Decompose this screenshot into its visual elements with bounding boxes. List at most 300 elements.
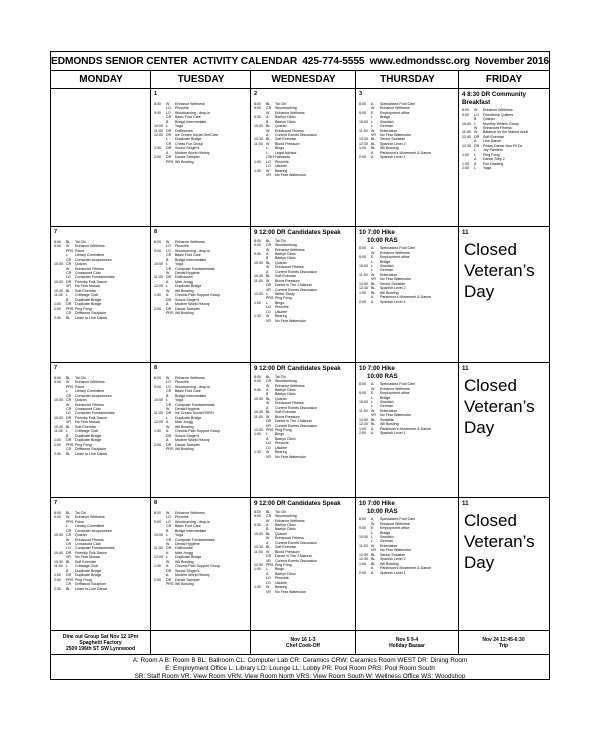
activity-name: Woodcarving - drop-in	[175, 110, 211, 115]
cell-date: 10:00 RAS	[367, 372, 398, 380]
activity-name: Wii Bowling	[380, 290, 399, 295]
activity-room: BL	[371, 422, 376, 427]
activity-room: BL	[371, 137, 376, 142]
activity-name: Enhance Wellness	[175, 239, 205, 244]
calendar-sheet	[50, 51, 550, 680]
activity-time: 9:00	[359, 255, 366, 260]
closed-notice: Closed Veteran’s Day	[464, 240, 535, 302]
activity-name: Current Events Discussion	[275, 287, 318, 292]
activity-name: Ping Pong	[275, 428, 292, 433]
activity-name: Enhanced Fitness	[75, 402, 104, 407]
activity-time: 2:30	[54, 586, 61, 591]
activity-time: 10:00	[254, 531, 263, 536]
activity-name: No Fear Watercolor	[275, 454, 307, 459]
activity-name: Friendship Quilters	[483, 112, 514, 117]
month-label: November 2016	[474, 55, 549, 67]
activity-name: Duplicate Bridge	[75, 297, 102, 302]
activity-time: 12:00	[154, 420, 163, 425]
activity-name: Employment office	[380, 110, 410, 115]
activity-time: 9:30	[254, 522, 261, 527]
activity-room: L	[474, 166, 476, 171]
activity-room: DR	[66, 415, 72, 420]
activity-name: Line Dance	[483, 139, 502, 144]
activity-name: Driftwood Sculpture	[75, 447, 107, 452]
activity-room: W	[66, 266, 70, 271]
activity-room: L	[474, 152, 476, 157]
activity-name: Tai Chi	[75, 239, 86, 244]
activity-room: W	[474, 130, 478, 135]
activity-name: Pinochle	[275, 441, 289, 446]
activity-name: Soft Exercise	[483, 134, 505, 139]
activity-name: Poker	[75, 384, 85, 389]
activity-name: Library Committee	[75, 524, 105, 529]
activity-time: 11:00	[254, 549, 263, 554]
activity-name: Pinochle	[175, 244, 189, 249]
activity-name: Soft Exercise	[275, 545, 297, 550]
activity-name: Sound Singer's	[175, 297, 200, 302]
activity-name: Entertainer	[380, 272, 398, 277]
activity-name: Ukulele	[275, 580, 287, 585]
activity-name: Dollhouses	[175, 275, 193, 280]
day-cell[interactable]	[251, 89, 355, 226]
activity-name: Cribbage Club	[75, 293, 98, 298]
activity-room: DR	[166, 128, 172, 133]
activity-time: 1:00	[254, 159, 261, 164]
activity-room: L	[266, 567, 268, 572]
activity-name: Specialized Foot Care	[380, 246, 416, 251]
activity-name: Bearing	[275, 314, 288, 319]
activity-time: 9:30	[254, 251, 261, 256]
activity-room: W	[474, 126, 478, 130]
activity-name: Woodworking	[275, 106, 297, 111]
activity-name: Bridge	[380, 395, 391, 400]
activity-time: 2:00	[54, 442, 61, 447]
activity-time: 1:00	[359, 146, 366, 151]
activity-time: 9:00	[54, 380, 61, 385]
special-event-line: Spaghetti Factory	[79, 639, 122, 646]
day-header-friday: FRIDAY	[459, 71, 549, 89]
website[interactable]: www.edmondssc.org	[369, 55, 470, 67]
activity-room: L	[371, 264, 373, 268]
activity-room: L	[371, 404, 373, 409]
day-cell[interactable]	[459, 227, 548, 362]
activity-room: LO	[166, 515, 171, 520]
activity-room: BL	[266, 531, 271, 536]
activity-room: VR	[266, 173, 271, 178]
activity-name: Dance Sampler	[175, 442, 200, 447]
activity-time: 10:00	[154, 533, 163, 538]
activity-name: Wii Bowling	[380, 561, 399, 566]
activity-name: German	[380, 404, 393, 409]
day-cell[interactable]	[251, 498, 355, 630]
activity-time: 2:00	[154, 577, 161, 582]
activity-room: BL	[371, 552, 376, 557]
activity-name: Spanish Level 1	[380, 299, 406, 304]
activity-time: 12:00	[154, 132, 163, 137]
activity-room: A	[266, 269, 269, 274]
activity-time: 1:00	[359, 426, 366, 431]
activity-name: Chronic Pain Support Group	[175, 429, 221, 434]
activity-time: 1:00	[254, 567, 261, 572]
activity-name: Ping Pong	[75, 577, 92, 582]
activity-time: 12:00	[359, 137, 368, 142]
activity-room: A	[166, 564, 169, 569]
day-cell[interactable]	[151, 498, 250, 630]
activity-entry[interactable]	[254, 173, 353, 177]
activity-time: 8:00	[462, 108, 469, 113]
activity-time: 11:00	[462, 130, 471, 135]
day-cell[interactable]	[251, 363, 355, 497]
activity-room: A	[474, 157, 477, 162]
activity-room: LO	[66, 411, 71, 416]
activity-time: 12:00	[254, 563, 263, 568]
day-cell[interactable]	[459, 498, 548, 630]
activity-time	[254, 590, 266, 594]
activity-room: B	[166, 257, 169, 262]
activity-room: BL	[266, 101, 271, 106]
activity-time	[154, 582, 166, 586]
activity-name: Spanish Level 2	[380, 286, 406, 291]
day-cell[interactable]	[459, 363, 548, 497]
activity-time: 2:00	[154, 306, 161, 311]
activity-room: B	[166, 393, 169, 398]
activity-time: 8:00	[254, 238, 261, 243]
activity-name: Basic Foot Care	[175, 253, 201, 258]
activity-name: Current Events Discussion	[275, 423, 318, 428]
activity-entry[interactable]	[54, 316, 148, 320]
activity-name: Spanish Level 2	[380, 141, 406, 146]
activity-name: Qutzan	[275, 396, 287, 401]
activity-room: DR	[66, 438, 72, 443]
activity-name: Enhance Wellness	[380, 386, 410, 391]
activity-room: W	[166, 424, 170, 429]
cell-date: 9 12:00 DR Candidates Speak	[254, 229, 341, 236]
activity-time: 12:30	[359, 141, 368, 146]
day-cell[interactable]	[356, 227, 458, 362]
activity-name: Current Events Discussion	[275, 132, 318, 137]
cell-date: 10 7:00 Hike	[359, 500, 395, 507]
activity-time	[154, 311, 166, 315]
activity-room: CR	[166, 266, 172, 271]
activity-name: Wii Bowling	[175, 288, 194, 293]
activity-name: Handcuts	[275, 155, 291, 160]
activity-room: CR	[166, 537, 172, 542]
activity-name: Soft Exercise	[75, 424, 97, 429]
activity-name: Mah Jongg	[175, 279, 193, 284]
activity-room: CR	[66, 406, 72, 411]
activity-room: BL	[66, 315, 71, 320]
activity-time: 10:30	[254, 137, 263, 142]
activity-room: L	[166, 533, 168, 538]
activity-entry[interactable]	[154, 447, 248, 451]
activity-room: W	[371, 408, 375, 413]
activity-name: Soft Exercise	[275, 410, 297, 415]
row-divider	[51, 654, 549, 655]
cell-date: 11	[462, 365, 469, 372]
cell-date: 11	[462, 500, 469, 507]
activity-time: 1:00	[154, 564, 161, 569]
activity-time: 1:00	[154, 146, 161, 151]
activity-name: Friendly Folk Dance	[75, 415, 107, 420]
activity-name: Qutzan	[275, 260, 287, 265]
activity-time: 10:00	[54, 262, 63, 267]
cell-date: 4 8:30 DR Community Breakfast	[462, 91, 526, 106]
activity-name: Tai Chi	[275, 101, 286, 106]
day-header-wednesday: WEDNESDAY	[251, 71, 356, 89]
activity-room: A	[266, 405, 269, 410]
activity-room: LO	[266, 305, 271, 310]
activity-room: L	[371, 400, 373, 404]
activity-name: Soft Exercise	[275, 137, 297, 142]
day-cell[interactable]	[356, 363, 458, 497]
activity-name: Tai Chi	[75, 510, 86, 515]
activity-name: Duplicate Bridge	[75, 568, 102, 573]
activity-name: Woodworking	[275, 243, 297, 248]
activity-name: Balance for the Mature Adult	[483, 130, 529, 135]
activity-time: 2:00	[462, 166, 469, 171]
activity-name: Dance Sampler	[175, 577, 200, 582]
activity-time: 12:00	[359, 552, 368, 557]
activity-time: 12:00	[254, 292, 263, 297]
activity-room: L	[474, 121, 476, 126]
activity-name: Dance w The J Natural	[275, 283, 312, 288]
legend-line: SR: Staff Room VR: View Room VRN: View Room North VRS: View Room South W: Wellness Office WS: Woodshop	[134, 673, 466, 680]
special-event[interactable]	[356, 631, 458, 654]
activity-room: W	[371, 386, 375, 391]
activity-name: Tai Chi	[75, 375, 86, 380]
activity-name: Yoga	[483, 166, 492, 171]
activity-room: CR	[66, 393, 72, 398]
activity-room: A	[371, 155, 374, 160]
day-cell[interactable]	[356, 89, 458, 226]
activity-room: PRS	[66, 384, 74, 389]
activity-time: 1:00	[54, 302, 61, 307]
activity-time: 9:00	[254, 379, 261, 384]
activity-entry[interactable]	[359, 155, 456, 159]
activity-name: Enhance Wellness	[275, 110, 305, 115]
activity-name: Senior Sociable	[380, 552, 406, 557]
activity-room: DR	[166, 132, 172, 137]
activity-room: BL	[266, 410, 271, 415]
activity-room: A	[371, 299, 374, 304]
activity-time: 8:00	[254, 101, 261, 106]
activity-entry[interactable]	[254, 455, 353, 459]
closed-notice: Closed Veteran’s Day	[464, 511, 535, 573]
activity-time: 9:00	[154, 519, 161, 524]
day-cell[interactable]	[51, 227, 150, 362]
activity-entry[interactable]	[254, 319, 353, 323]
day-cell[interactable]	[51, 498, 150, 630]
activity-room: BL	[266, 274, 271, 279]
activity-time: 2:30	[54, 451, 61, 456]
activity-room: BL	[66, 424, 71, 429]
activity-entry[interactable]	[154, 311, 248, 315]
activity-room: E	[371, 526, 374, 531]
activity-room: CR	[66, 398, 72, 403]
activity-room: BL	[266, 396, 271, 401]
activity-name: Computer Acupuncture	[75, 393, 112, 398]
activity-entry[interactable]	[154, 582, 248, 586]
activity-entry[interactable]	[462, 166, 546, 170]
activity-name: Tai Chi	[275, 238, 286, 243]
activity-room: W	[266, 383, 270, 388]
activity-time: 10:00	[254, 396, 263, 401]
activity-room: LO	[66, 275, 71, 280]
activity-time: 11:00	[54, 429, 63, 434]
cell-date: 7	[54, 500, 58, 506]
activity-name: Computer Fundamentals	[75, 411, 115, 416]
activity-entry[interactable]	[54, 452, 148, 456]
activity-name: Poker	[75, 519, 85, 524]
activity-room: L	[266, 292, 268, 297]
activity-name: Enhanced Fitness	[75, 537, 104, 542]
activity-room: W	[266, 536, 270, 541]
activity-name: Blood Pressure	[275, 414, 300, 419]
activity-room: VR	[66, 284, 71, 289]
day-header-tuesday: TUESDAY	[151, 71, 251, 89]
activity-name: Wii Bowling	[175, 447, 194, 452]
activity-name: Enhanced Fitness	[483, 126, 512, 130]
activity-time: 9:00	[154, 110, 161, 115]
activity-time: 10:30	[254, 274, 263, 279]
activity-name: Enhance Wellness	[175, 510, 205, 515]
activity-room: B	[66, 568, 69, 573]
activity-room: DR	[166, 155, 172, 160]
activity-room: L	[66, 253, 68, 258]
special-event[interactable]	[51, 631, 150, 654]
activity-time: 10:30	[54, 559, 63, 564]
day-cell[interactable]	[151, 363, 250, 497]
activity-room: W	[371, 250, 375, 255]
special-event[interactable]	[459, 631, 548, 654]
activity-time: 10:00	[462, 121, 471, 126]
activity-time: 11:00	[359, 128, 368, 133]
activity-name: No Fear Mosaic	[75, 284, 101, 289]
legend-line: A: Room A B: Room B BL: Ballroom CL: Computer Lab CR: Ceramics CRW: Ceramics Room WEST DR: Dining Room	[132, 657, 468, 664]
activity-room: CR	[166, 115, 172, 120]
activity-room: A	[166, 429, 169, 434]
activity-time: 10:00	[54, 398, 63, 403]
activity-name: Driftwood Sculpture	[75, 311, 107, 316]
day-cell[interactable]	[51, 363, 150, 497]
activity-name: Friendly Folk Dance	[75, 550, 107, 555]
activity-room: L	[66, 389, 68, 394]
activity-name: Parkinson's Movement & Dance	[380, 150, 432, 155]
activity-name: Modern World History	[175, 573, 210, 578]
activity-entry[interactable]	[359, 300, 456, 304]
activity-name: Bearing	[275, 450, 288, 455]
activity-name: Bearing	[275, 585, 288, 590]
day-cell[interactable]	[151, 89, 250, 226]
activity-room: CR	[266, 379, 272, 384]
activity-time: 10:00	[359, 535, 368, 539]
activity-room: A	[166, 438, 169, 443]
day-cell[interactable]	[459, 89, 548, 226]
activity-room: DR	[266, 283, 272, 288]
activity-name: Ping Pong	[275, 296, 292, 301]
activity-name: Specialized Foot Care	[380, 101, 416, 106]
activity-room: PRS	[266, 428, 274, 433]
activity-time: 11:00	[254, 278, 263, 283]
activity-name: Pinochle	[275, 159, 289, 164]
activity-room: BL	[266, 137, 271, 142]
activity-room: B	[166, 528, 169, 533]
activity-room: VR	[66, 555, 71, 560]
activity-room: VR	[266, 423, 271, 428]
activity-time: 1:00	[254, 300, 261, 305]
activity-room: B	[266, 527, 269, 532]
activity-room: L	[66, 564, 68, 569]
activity-room: B	[266, 392, 269, 397]
activity-time: 10:00	[54, 279, 63, 284]
activity-entry[interactable]	[254, 590, 353, 594]
activity-name: Parkinson's Movement & Dance	[380, 295, 432, 300]
activity-room: W	[166, 406, 170, 411]
activity-name: No Fear Watercolor	[380, 413, 412, 418]
cell-date: 8	[154, 365, 158, 371]
activity-time: 8:00	[54, 510, 61, 515]
activity-name: Baelyn Clinic	[275, 251, 296, 256]
activity-name: Ping Pong	[75, 306, 92, 311]
activity-name: Friendly Folk Dance	[75, 279, 107, 284]
activity-time: 8:00	[154, 510, 161, 515]
cell-date: 7	[54, 229, 58, 235]
activity-room: A	[371, 295, 374, 300]
activity-room: PRS	[66, 577, 74, 582]
day-cell[interactable]	[51, 89, 150, 226]
cell-date: 3	[359, 91, 363, 97]
activity-entry[interactable]	[54, 587, 148, 591]
activity-room: PRS	[66, 248, 74, 253]
activity-name: Computer Fundamentals	[175, 537, 215, 542]
day-cell[interactable]	[251, 227, 355, 362]
activity-name: Enhance Wellness	[175, 375, 205, 380]
activity-name: Wii Bowling	[380, 422, 399, 427]
activity-room: BL	[371, 290, 376, 295]
activity-name: Wii Bowling	[175, 424, 194, 429]
activity-name: Enhance Wellness	[275, 247, 305, 252]
special-event[interactable]	[251, 631, 355, 654]
activity-name: Current Events Discussion	[275, 558, 318, 563]
activity-name: Spanish Level 1	[380, 155, 406, 160]
activity-room: L	[371, 124, 373, 129]
activity-name: Wii Bowling	[175, 311, 194, 316]
activity-time: 10:00	[154, 124, 163, 129]
activity-room: LO	[166, 106, 171, 111]
activity-name: No Fear Watercolor	[380, 132, 412, 137]
activity-name: Woodcarving - drop-in	[175, 384, 211, 389]
activity-time: 1:00	[462, 152, 469, 157]
activity-name: Dance Step 2	[483, 157, 505, 162]
activity-room: LO	[66, 546, 71, 551]
activity-name: German	[380, 539, 393, 544]
activity-entry[interactable]	[359, 431, 456, 435]
activity-time: 10:00	[359, 119, 368, 124]
activity-room: W	[266, 450, 270, 455]
activity-room: W	[371, 106, 375, 111]
activity-name: Crossword Club	[75, 406, 101, 411]
day-cell[interactable]	[151, 227, 250, 362]
activity-entry[interactable]	[154, 160, 248, 164]
activity-room: W	[166, 510, 170, 515]
activity-name: Specialized Foot Care	[380, 382, 416, 387]
activity-room: BL	[266, 238, 271, 243]
activity-time: 9:00	[254, 106, 261, 111]
activity-name: Duplicate Bridge	[175, 415, 202, 420]
activity-name: Blood Pressure	[275, 278, 300, 283]
activity-entry[interactable]	[359, 571, 456, 575]
day-cell[interactable]	[356, 498, 458, 630]
